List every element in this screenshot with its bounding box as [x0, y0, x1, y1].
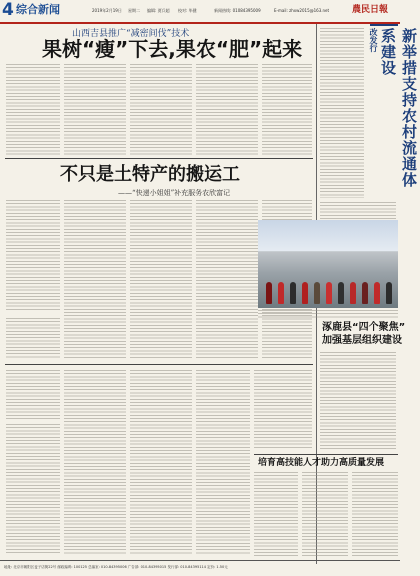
article5-col1 — [254, 472, 298, 556]
article3-col4 — [196, 370, 250, 554]
article5-headline: 培育高技能人才助力高质量发展 — [258, 458, 385, 468]
right-article-headline: 新举措支持农村流通体系建设 — [379, 28, 418, 188]
article2-col2 — [64, 200, 126, 360]
article2-headline: 不只是土特产的搬运工 — [60, 164, 240, 185]
article2-col3 — [130, 200, 192, 360]
article2-col1b — [6, 318, 60, 358]
article-divider — [254, 454, 398, 455]
article2-col4 — [196, 200, 258, 360]
masthead-proofreader: 校对: 毕健 — [178, 8, 197, 13]
article5-col2 — [302, 472, 348, 556]
article4-headline-line2: 加强基层组织建设 — [322, 335, 402, 346]
article4-headline-line1: 涿鹿县“四个聚焦” — [322, 322, 406, 333]
article3-col1 — [6, 370, 60, 420]
article1-col2 — [64, 64, 126, 156]
article1-kicker: 山西吉县推广“减密间伐”技术 — [72, 29, 190, 39]
article2-subhead: ——“快递小姐姐”补充服务农欣富记 — [118, 189, 231, 197]
article5-col3 — [352, 472, 398, 556]
accent-rule — [370, 24, 398, 26]
masthead-date: 2019年2月19日 — [92, 8, 122, 13]
photo-caption — [258, 310, 398, 318]
masthead-email: E-mail: zhxw2015@163.net — [274, 8, 330, 13]
article3-col5 — [254, 370, 312, 450]
right-article-col1 — [320, 28, 364, 198]
article1-headline: 果树“瘦”下去,果农“肥”起来 — [42, 37, 303, 61]
masthead-weekday: 星期二 — [128, 8, 140, 13]
article3-col1b — [6, 424, 60, 554]
article2-col1 — [6, 200, 60, 310]
page-number: 4 — [2, 0, 14, 20]
masthead-hotline: 新闻热线: 01084395009 — [214, 8, 261, 13]
section-title: 综合新闻 — [16, 3, 60, 16]
article1-col1 — [6, 64, 60, 156]
masthead — [0, 0, 400, 24]
article-divider — [5, 158, 313, 159]
footer-text: 地址: 北京市朝阳区麦子店街22号 邮政编码: 100125 总编室: 010-84395006 广告部: 010-84395015 发行部: 010-84395114 定价: 1.50元 — [4, 565, 228, 569]
article1-col3 — [130, 64, 192, 156]
article3-col2 — [64, 370, 126, 554]
article-divider — [5, 364, 313, 365]
article4-col1 — [320, 352, 396, 450]
news-photo — [258, 220, 398, 308]
article3-col3 — [130, 370, 192, 554]
article1-col5 — [262, 64, 312, 156]
newspaper-logo: 農民日報 — [352, 5, 389, 15]
masthead-editor: 编辑: 贾兵超 — [147, 8, 170, 13]
article1-col4 — [196, 64, 258, 156]
right-article-col2 — [320, 202, 396, 222]
right-article-kicker: 改发行 — [369, 28, 378, 52]
